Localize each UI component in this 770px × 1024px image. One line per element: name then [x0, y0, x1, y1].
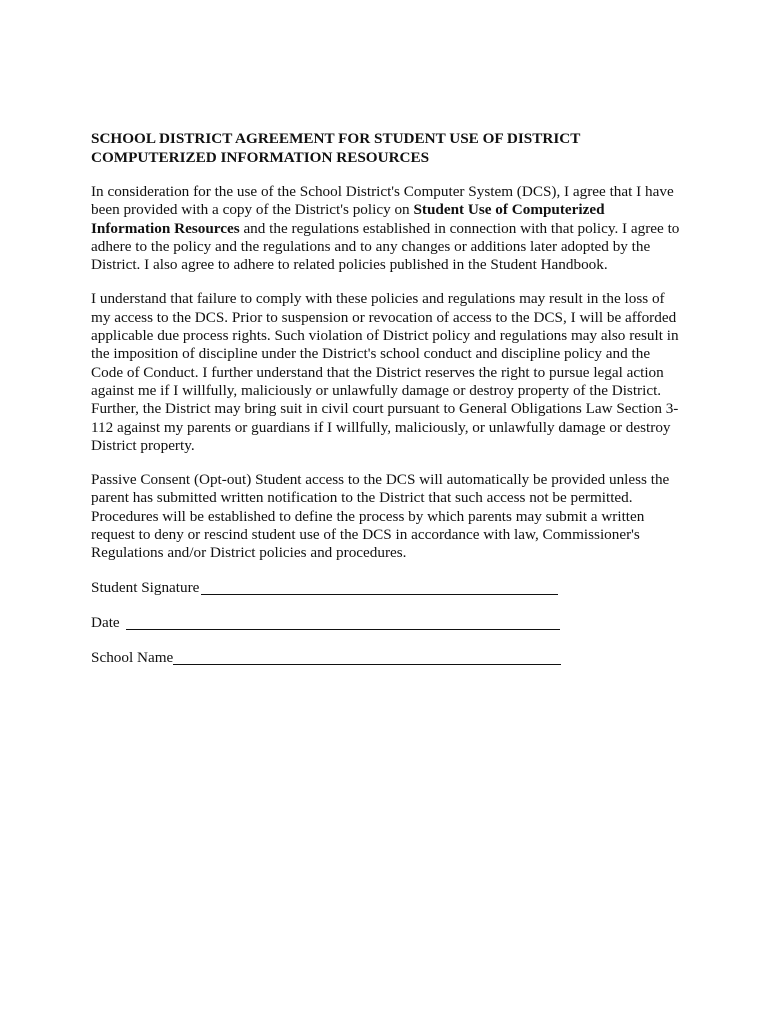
school-name-line[interactable] — [173, 650, 561, 665]
document-page — [91, 129, 681, 684]
document-title: SCHOOL DISTRICT AGREEMENT FOR STUDENT USE OF DISTRICT COMPUTERIZED INFORMATION RESOURCES — [91, 130, 581, 166]
student-signature-label: Student Signature — [91, 578, 200, 596]
school-name-label: School Name — [91, 648, 174, 666]
paragraph-agreement-text-1: In consideration for the use of the School District's Computer System (DCS), I agree that I have been provided with a copy of the District's policy on — [91, 183, 674, 219]
student-signature-row — [91, 579, 681, 597]
paragraph-agreement — [91, 183, 681, 274]
school-name-row — [91, 649, 681, 667]
date-label: Date — [91, 613, 120, 631]
date-row — [91, 614, 681, 632]
student-signature-line[interactable] — [201, 580, 558, 595]
date-line[interactable] — [126, 615, 560, 630]
policy-name: Student Use of Computerized Information Resources — [91, 201, 605, 237]
paragraph-passive-consent: Passive Consent (Opt-out) Student access to the DCS will automatically be provided unless the parent has submitted written notification to the District that such access not be permitted. Procedures will be established to define the process by which parents may submit a written request to deny or rescind student use of the DCS in accordance with law, Commissioner's Regulations and/or District policies and procedures. — [91, 471, 670, 562]
paragraph-agreement-text-2: and the regulations established in connection with that policy. I agree to adhere to the policy and the regulations and to any changes or additions later adopted by the District. I also agree to adhere to related policies published in the Student Handbook. — [91, 219, 680, 274]
paragraph-compliance: I understand that failure to comply with these policies and regulations may result in the loss of my access to the DCS. Prior to suspension or revocation of access to the DCS, I will be afforded applicable due process rights. Such violation of District policy and regulations may also result in the imposition of discipline under the District's school conduct and discipline policy and the Code of Conduct. I further understand that the District reserves the right to pursue legal action against me if I willfully, maliciously or unlawfully damage or destroy property of the District. Further, the District may bring suit in civil court pursuant to General Obligations Law Section 3-112 against my parents or guardians if I willfully, maliciously, or unlawfully damage or destroy District property. — [91, 290, 679, 454]
